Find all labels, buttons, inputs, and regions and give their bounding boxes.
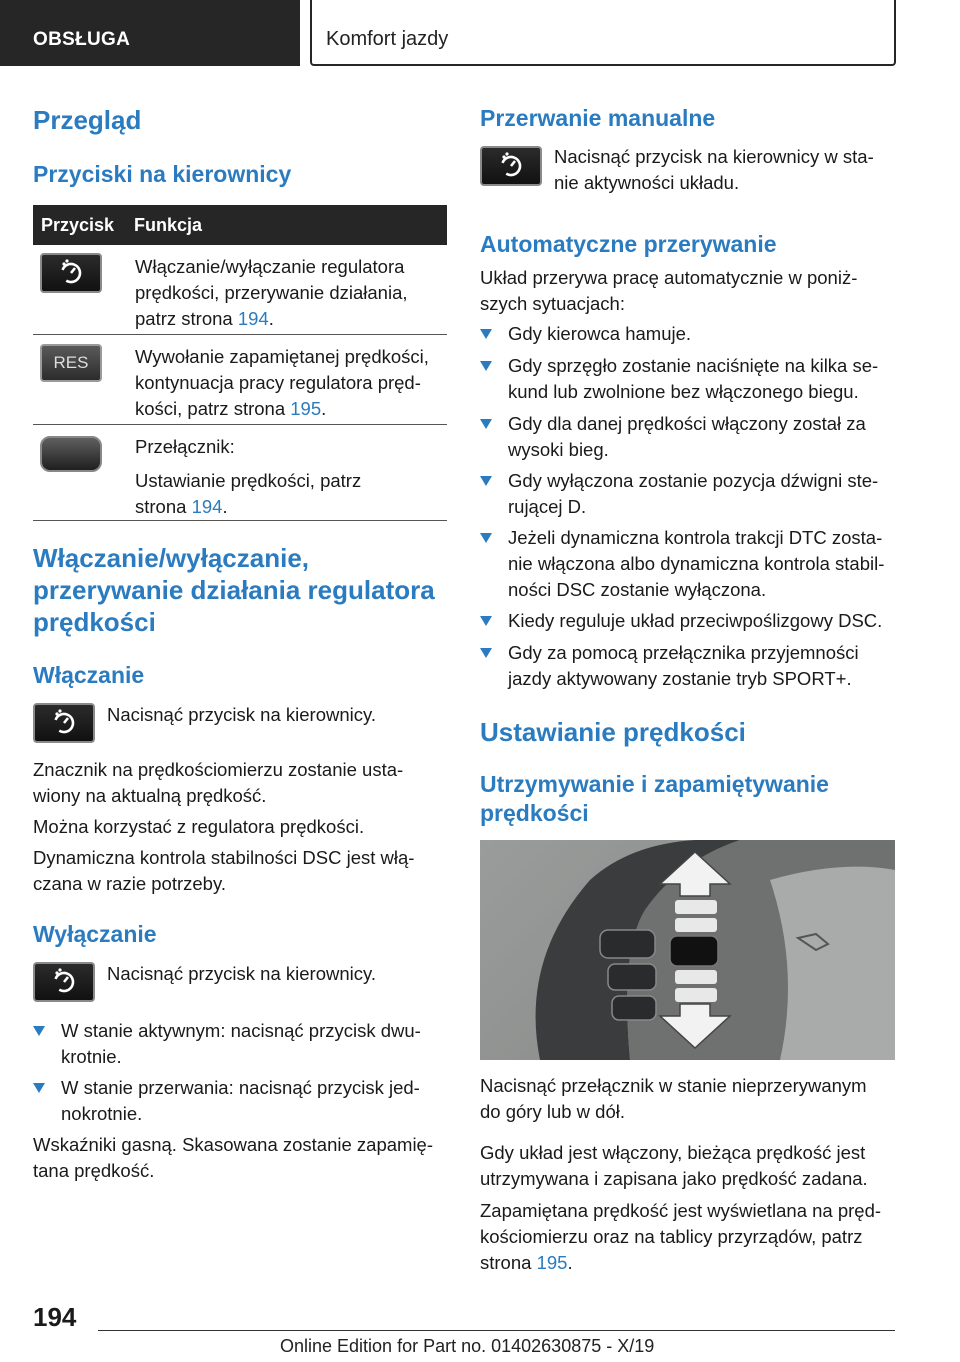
table-col-function: Funkcja — [134, 215, 203, 235]
bullet-triangle-icon — [480, 419, 492, 429]
page-ref-link[interactable]: 195 — [290, 398, 322, 419]
page-ref-link[interactable]: 194 — [191, 496, 223, 517]
heading-auto-interrupt: Automatyczne przerywanie — [480, 231, 777, 257]
auto-intro: Układ przerywa pracę automatycznie w poniż- szych sytuacjach: — [480, 267, 858, 314]
list-item-line: Gdy sprzęgło zostanie naciśnięte na kilka se- — [508, 355, 879, 376]
keep-paragraph-2: Gdy układ jest włączony, bieżąca prędkość jest utrzymywana i zapisana jako prędkość zadana. — [480, 1142, 868, 1189]
bullet-triangle-icon — [480, 533, 492, 543]
bullet-triangle-icon — [480, 648, 492, 658]
page-ref-link[interactable]: 195 — [536, 1252, 568, 1273]
list-item-line: Kiedy reguluje układ przeciwpoślizgowy DSC. — [508, 610, 883, 631]
list-item — [480, 411, 900, 463]
rocker-switch-icon — [40, 436, 102, 472]
bullet-triangle-icon — [480, 616, 492, 626]
footer-rule — [98, 1330, 895, 1331]
bullet-triangle-icon — [480, 329, 492, 339]
table-divider — [33, 334, 447, 335]
list-item-line: Gdy dla danej prędkości włączony został za — [508, 413, 866, 434]
page-ref-link[interactable]: 194 — [237, 308, 269, 329]
heading-switch-off: Wyłączanie — [33, 921, 157, 947]
list-item-line: wysoki bieg. — [508, 439, 609, 460]
cruise-button-icon — [40, 253, 102, 293]
list-item — [480, 321, 900, 347]
list-item — [480, 640, 900, 692]
bullet-triangle-icon — [33, 1026, 45, 1036]
cruise-button-icon — [33, 703, 95, 743]
header-chapter-tab — [310, 0, 896, 66]
table-header — [33, 205, 447, 245]
list-item-line: jazdy aktywowany zostanie tryb SPORT+. — [508, 668, 852, 689]
list-item-line: rującej D. — [508, 496, 587, 517]
heading-onoff: Włączanie/wyłączanie, przerywanie działania regulatora prędkości — [33, 543, 435, 637]
list-item — [480, 353, 900, 405]
list-item: W stanie przerwania: nacisnąć przycisk jed- nokrotnie. — [33, 1075, 447, 1131]
on-paragraph-2: Można korzystać z regulatora prędkości. — [33, 816, 365, 837]
list-item — [480, 525, 900, 603]
footer-edition: Online Edition for Part no. 01402630875 - X/19 — [280, 1336, 655, 1356]
cruise-button-icon — [33, 962, 95, 1002]
heading-set-speed: Ustawianie prędkości — [480, 717, 746, 747]
heading-overview: Przegląd — [33, 105, 142, 135]
on-paragraph-1: Znacznik na prędkościomierzu zostanie usta- wiony na aktualną prędkość. — [33, 759, 404, 806]
header-section-tab — [0, 0, 300, 66]
table-divider — [33, 424, 447, 425]
steering-wheel-photo — [480, 840, 895, 1060]
heading-manual-interrupt: Przerwanie manualne — [480, 105, 716, 131]
list-item — [480, 608, 900, 634]
table-row-3-text: Przełącznik: Ustawianie prędkości, patrz strona 194. — [135, 436, 362, 517]
list-item-line: kund lub zwolnione bez włączonego biegu. — [508, 381, 859, 402]
keep-paragraph-1: Nacisnąć przełącznik w stanie nieprzerywanym do góry lub w dół. — [480, 1075, 867, 1122]
header-section-label: OBSŁUGA — [33, 29, 131, 50]
page-number: 194 — [33, 1302, 77, 1332]
heading-keep-speed: Utrzymywanie i zapamiętywanie prędkości — [480, 771, 829, 826]
header-chapter-label: Komfort jazdy — [326, 28, 449, 50]
table-divider — [33, 520, 447, 521]
heading-steering-buttons: Przyciski na kierownicy — [33, 161, 292, 187]
bullet-triangle-icon — [480, 361, 492, 371]
res-button-icon: RES — [40, 344, 102, 382]
bullet-triangle-icon — [480, 476, 492, 486]
keep-paragraph-3: Zapamiętana prędkość jest wyświetlana na pręd- kościomierzu oraz na tablicy przyrządów, patrz strona 195. — [480, 1200, 882, 1273]
list-item: W stanie aktywnym: nacisnąć przycisk dwu- krotnie. — [33, 1018, 447, 1074]
off-paragraph: Wskaźniki gasną. Skasowana zostanie zapamię- tana prędkość. — [33, 1134, 433, 1181]
table-col-button: Przycisk — [41, 215, 115, 235]
off-instruction: Nacisnąć przycisk na kierownicy. — [107, 963, 377, 984]
list-item-line: Gdy wyłączona zostanie pozycja dźwigni ste- — [508, 470, 879, 491]
on-paragraph-3: Dynamiczna kontrola stabilności DSC jest włą- czana w razie potrzeby. — [33, 847, 415, 894]
list-item-line: nie włączona albo dynamiczna kontrola stabil- — [508, 553, 885, 574]
list-item-line: Gdy za pomocą przełącznika przyjemności — [508, 642, 859, 663]
table-row-1-text: Włączanie/wyłączanie regulatora prędkości, przerywanie działania, patrz strona 194. — [135, 256, 408, 329]
list-item — [480, 468, 900, 520]
table-row-2-text: Wywołanie zapamiętanej prędkości, kontynuacja pracy regulatora pręd- kości, patrz strona 195. — [135, 346, 429, 419]
manual-instruction: Nacisnąć przycisk na kierownicy w sta- nie aktywności układu. — [554, 146, 874, 193]
bullet-triangle-icon — [33, 1083, 45, 1093]
heading-switch-on: Włączanie — [33, 662, 145, 688]
list-item-line: ności DSC zostanie wyłączona. — [508, 579, 767, 600]
cruise-button-icon — [480, 146, 542, 186]
on-instruction: Nacisnąć przycisk na kierownicy. — [107, 704, 377, 725]
list-item-line: Jeżeli dynamiczna kontrola trakcji DTC zosta- — [508, 527, 883, 548]
list-item-line: Gdy kierowca hamuje. — [508, 323, 692, 344]
